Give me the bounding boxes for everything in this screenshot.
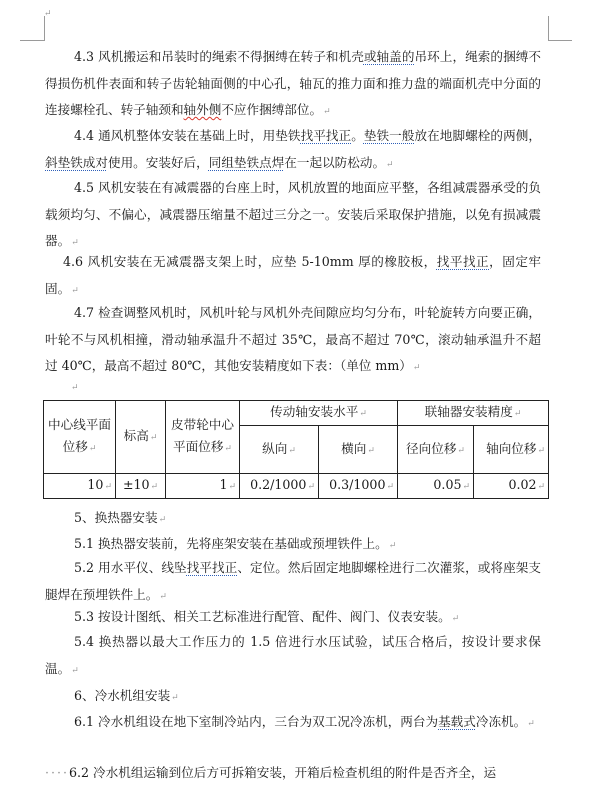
paragraph-mark: ↵: [527, 719, 535, 729]
header-coupling-precision: 联轴器安装精度↵: [398, 401, 549, 426]
text-run: 5、换热器安装: [74, 510, 158, 525]
cell-elevation-value: ±10↵: [116, 474, 166, 499]
text-run: 4.6 风机安装在无减震器支架上时，应垫 5-10mm 厚的橡胶板，: [63, 254, 437, 269]
leader-dots: ····: [45, 765, 70, 780]
paragraph-4-6: [45, 249, 541, 304]
text-run: 轴外侧: [183, 102, 222, 117]
text-run: 不应作捆缚部位。: [221, 102, 323, 117]
header-axial-displacement: 轴向位移↵: [474, 426, 549, 474]
heading-5-heat-exchanger: [45, 505, 541, 534]
text-run: ，固定牢固。: [45, 254, 542, 296]
text-run: 4.3 风机搬运和吊装时的绳索不得捆缚在转子和机壳: [74, 49, 364, 64]
crop-mark-top-left-v: [44, 16, 45, 41]
header-center-line-displacement: 中心线平面位移↵: [44, 401, 116, 474]
crop-mark-top-right-v: [548, 16, 549, 41]
header-transverse: 横向↵: [319, 426, 398, 474]
header-pulley-displacement: 皮带轮中心平面位移↵: [166, 401, 240, 474]
paragraph-mark: ↵: [171, 693, 179, 703]
cell-transverse-value: 0.3/1000↵: [319, 474, 398, 499]
text-run: 基载式: [438, 714, 476, 729]
crop-mark-top-right-h: [548, 40, 572, 41]
paragraph-mark: ↵: [388, 541, 397, 551]
paragraph-mark: ↵: [71, 665, 79, 676]
text-run: 找平找正: [186, 560, 238, 575]
text-run: 放在地脚螺栓的两侧，: [414, 128, 541, 143]
paragraph-mark: ↵: [451, 614, 460, 624]
cell-axial-value: 0.02↵: [474, 474, 549, 499]
cell-pulley-value: 1↵: [166, 474, 240, 499]
heading-6-chiller: [45, 683, 541, 712]
text-run: 或轴盖的: [363, 49, 415, 64]
paragraph-6-1: [45, 709, 541, 738]
text-run: 、定位。然后固定地脚螺栓进行二次灌浆，或将座架支腿焊在预埋铁件上。: [45, 560, 541, 602]
header-drive-shaft-level: 传动轴安装水平↵: [240, 401, 398, 426]
empty-paragraph-mark: ↵: [71, 383, 79, 393]
text-run: 6.2 冷水机组运输到位后方可拆箱安装，开箱后检查机组的附件是否齐全，运: [69, 765, 497, 780]
paragraph-4-7: [45, 300, 541, 382]
cell-longitudinal-value: 0.2/1000↵: [240, 474, 319, 499]
paragraph-mark: ↵: [158, 515, 167, 525]
installation-precision-table: [43, 400, 549, 499]
crop-mark-top-left-h: [20, 40, 44, 41]
header-elevation: 标高↵: [116, 401, 166, 474]
paragraph-mark: ↵: [386, 159, 394, 170]
text-run: 4.5 风机安装在有减震器的台座上时，风机放置的地面应平整，各组减震器承受的负载须均匀、不偏心，减震器压缩量不超过三分之一。安装后采取保护措施，以免有损减震器。: [45, 180, 541, 248]
text-run: 5.2 用水平仪、线坠: [74, 560, 187, 575]
text-run: 找平找正: [436, 254, 490, 269]
text-run: 垫铁一般: [363, 128, 415, 143]
text-run: 在一起以防松动。: [284, 154, 386, 170]
header-longitudinal: 纵向↵: [240, 426, 319, 474]
paragraph-mark: ↵: [412, 363, 421, 373]
text-run: 找平找正: [300, 128, 352, 143]
text-run: 4.7 检查调整风机时，风机叶轮与风机外壳间隙应均匀分布，叶轮旋转方向要正确，叶轮不与风机相撞，滑动轴承温升不超过 35℃，最高不超过 70℃，滚动轴承温升不超过 40℃，最高不超过 80℃，其他安装精度如下表：（单位 mm）: [45, 305, 541, 373]
text-run: 6.1 冷水机组设在地下室制冷站内，三台为双工况冷冻机，两台为: [74, 714, 439, 729]
text-run: 5.3 按设计图纸、相关工艺标准进行配管、配件、阀门、仪表安装。: [74, 609, 451, 624]
text-run: 同组垫铁点焊: [208, 154, 285, 170]
text-run: 。: [351, 128, 364, 143]
cell-center-line-value: 10↵: [44, 474, 116, 499]
text-run: 5.4 换热器以最大工作压力的 1.5 倍进行水压试验，试压合格后，按设计要求保温。: [45, 634, 541, 676]
text-run: 吊环上，绳索的捆缚不得损伤机件表面和转子齿轮轴面侧的中心孔，轴瓦的推力面和推力盘的端面机壳中分面的连接螺栓孔、转子轴颈和: [45, 49, 541, 117]
paragraph-4-4: [45, 123, 541, 178]
paragraph-mark: ↵: [159, 591, 167, 602]
top-paragraph-mark: ↵: [44, 9, 52, 19]
header-radial-displacement: 径向位移↵: [398, 426, 474, 474]
cell-radial-value: 0.05↵: [398, 474, 474, 499]
paragraph-5-2: [45, 555, 541, 610]
paragraph-5-4: [45, 629, 541, 684]
text-run: 冷冻机。: [475, 714, 527, 729]
paragraph-6-2: [45, 760, 541, 787]
paragraph-mark: ↵: [71, 285, 79, 296]
text-run: 5.1 换热器安装前，先将座架安装在基础或预埋铁件上。: [74, 536, 388, 551]
paragraph-4-5: [45, 175, 541, 257]
paragraph-4-3: [45, 44, 541, 126]
text-run: 斜垫铁成对: [45, 154, 108, 170]
text-run: 使用。安装好后，: [107, 154, 209, 170]
paragraph-mark: ↵: [71, 238, 79, 248]
text-run: 4.4 通风机整体安装在基础上时，用垫铁: [74, 128, 301, 143]
paragraph-mark: ↵: [323, 107, 331, 117]
text-run: 6、冷水机组安装: [74, 688, 171, 703]
